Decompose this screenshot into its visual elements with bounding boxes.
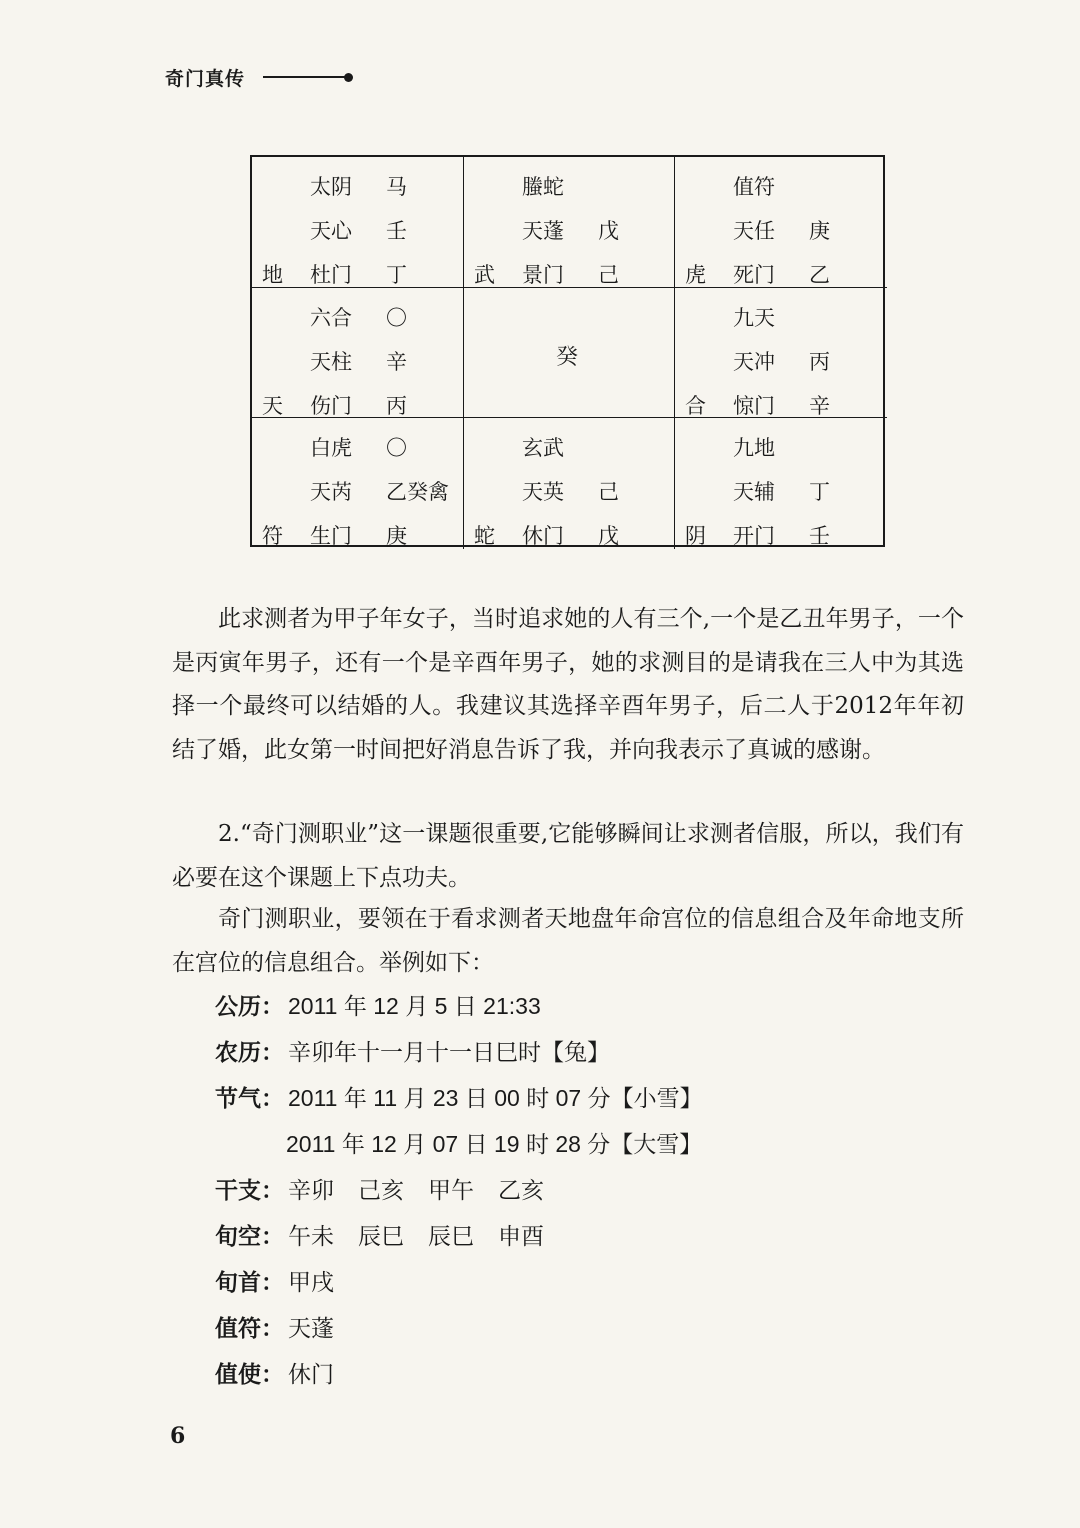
qimen-palace-grid <box>250 155 885 547</box>
palace-star-stem: 庚 <box>809 219 830 243</box>
palace-star: 天冲 <box>733 350 775 374</box>
palace-star: 天蓬 <box>522 219 564 243</box>
palace-top-center <box>464 157 675 288</box>
book-title: 奇门真传 <box>165 67 246 90</box>
palace-star-stem: 乙癸禽 <box>386 480 449 504</box>
palace-god: 六合 <box>310 306 352 330</box>
palace-door-stem: 丙 <box>386 394 407 418</box>
palace-star-stem: 辛 <box>386 350 407 374</box>
palace-door-stem: 壬 <box>809 524 830 548</box>
palace-god: 九地 <box>733 436 775 460</box>
paragraph-career-topic: 2.“奇门测职业”这一课题很重要,它能够瞬间让求测者信服，所以，我们有必要在这个课题上下点功夫。 <box>172 821 964 891</box>
palace-god: 太阴 <box>310 175 352 199</box>
palace-door: 惊门 <box>733 394 775 418</box>
paragraph-case-story: 此求测者为甲子年女子，当时追求她的人有三个,一个是乙丑年男子，一个是丙寅年男子，还有一个是辛酉年男子，她的求测目的是请我在三人中为其选择一个最终可以结婚的人。我建议其选择辛酉年男子，后二人于2012年年初结了婚，此女第一时间把好消息告诉了我，并向我表示了真诚的感谢。 <box>172 606 964 763</box>
palace-door: 休门 <box>522 524 564 548</box>
running-header <box>165 62 353 92</box>
palace-bottom-right <box>675 418 887 549</box>
palace-star: 天芮 <box>310 480 352 504</box>
palace-star: 天柱 <box>310 350 352 374</box>
paragraph-career-method: 奇门测职业，要领在于看求测者天地盘年命宫位的信息组合及年命地支所在宫位的信息组合。举例如下： <box>172 906 964 976</box>
palace-deity: 地 <box>262 263 283 287</box>
palace-star: 天英 <box>522 480 564 504</box>
lunar-row: 农历： 辛卯年十一月十一日巳时【兔】 <box>215 1039 610 1065</box>
palace-center <box>464 288 675 418</box>
palace-god-stem: 〇 <box>386 436 407 460</box>
palace-deity: 天 <box>262 394 283 418</box>
gregorian-row: 公历： 2011 年 12 月 5 日 21:33 <box>215 993 541 1019</box>
solar-term-row-2: 2011 年 12 月 07 日 19 时 28 分【大雪】 <box>286 1131 703 1157</box>
palace-door: 生门 <box>310 524 352 548</box>
palace-star-stem: 己 <box>598 480 619 504</box>
palace-deity: 符 <box>262 524 283 548</box>
ganzhi-row: 干支： 辛卯 己亥 甲午 乙亥 <box>215 1177 544 1203</box>
palace-star: 天任 <box>733 219 775 243</box>
palace-door-stem: 己 <box>598 263 619 287</box>
solar-term-row: 节气： 2011 年 11 月 23 日 00 时 07 分【小雪】 <box>215 1085 703 1111</box>
palace-deity: 阴 <box>685 524 706 548</box>
header-rule <box>263 76 345 78</box>
palace-door: 景门 <box>522 263 564 287</box>
xunkong-row: 旬空： 午未 辰巳 辰巳 申酉 <box>215 1223 544 1249</box>
palace-door-stem: 戊 <box>598 524 619 548</box>
palace-bottom-left <box>252 418 464 549</box>
palace-star: 天辅 <box>733 480 775 504</box>
palace-god: 白虎 <box>310 436 352 460</box>
palace-door: 伤门 <box>310 394 352 418</box>
palace-star-stem: 壬 <box>386 219 407 243</box>
palace-god: 九天 <box>733 306 775 330</box>
palace-star: 天心 <box>310 219 352 243</box>
palace-god: 螣蛇 <box>522 175 564 199</box>
palace-door-stem: 辛 <box>809 394 830 418</box>
palace-bottom-center <box>464 418 675 549</box>
palace-god: 玄武 <box>522 436 564 460</box>
palace-door-stem: 乙 <box>809 263 830 287</box>
palace-star-stem: 丙 <box>809 350 830 374</box>
chart-metadata <box>215 983 703 1397</box>
palace-door: 杜门 <box>310 263 352 287</box>
palace-star-stem: 丁 <box>809 480 830 504</box>
palace-deity: 蛇 <box>474 524 495 548</box>
palace-middle-right <box>675 288 887 418</box>
zhishi-row: 值使： 休门 <box>215 1361 334 1387</box>
page-number: 6 <box>170 1423 186 1449</box>
palace-star-stem: 戊 <box>598 219 619 243</box>
palace-god-stem: 马 <box>386 175 407 199</box>
palace-top-left <box>252 157 464 288</box>
palace-deity: 虎 <box>685 263 706 287</box>
palace-door-stem: 庚 <box>386 524 407 548</box>
xunshou-row: 旬首： 甲戌 <box>215 1269 334 1295</box>
palace-center-stem: 癸 <box>556 345 579 370</box>
palace-door: 开门 <box>733 524 775 548</box>
palace-god: 值符 <box>733 175 775 199</box>
palace-top-right <box>675 157 887 288</box>
header-dot <box>344 73 353 82</box>
palace-deity: 武 <box>474 263 495 287</box>
palace-middle-left <box>252 288 464 418</box>
palace-god-stem: 〇 <box>386 306 407 330</box>
palace-deity: 合 <box>685 394 706 418</box>
zhifu-row: 值符： 天蓬 <box>215 1315 334 1341</box>
palace-door-stem: 丁 <box>386 263 407 287</box>
palace-door: 死门 <box>733 263 775 287</box>
